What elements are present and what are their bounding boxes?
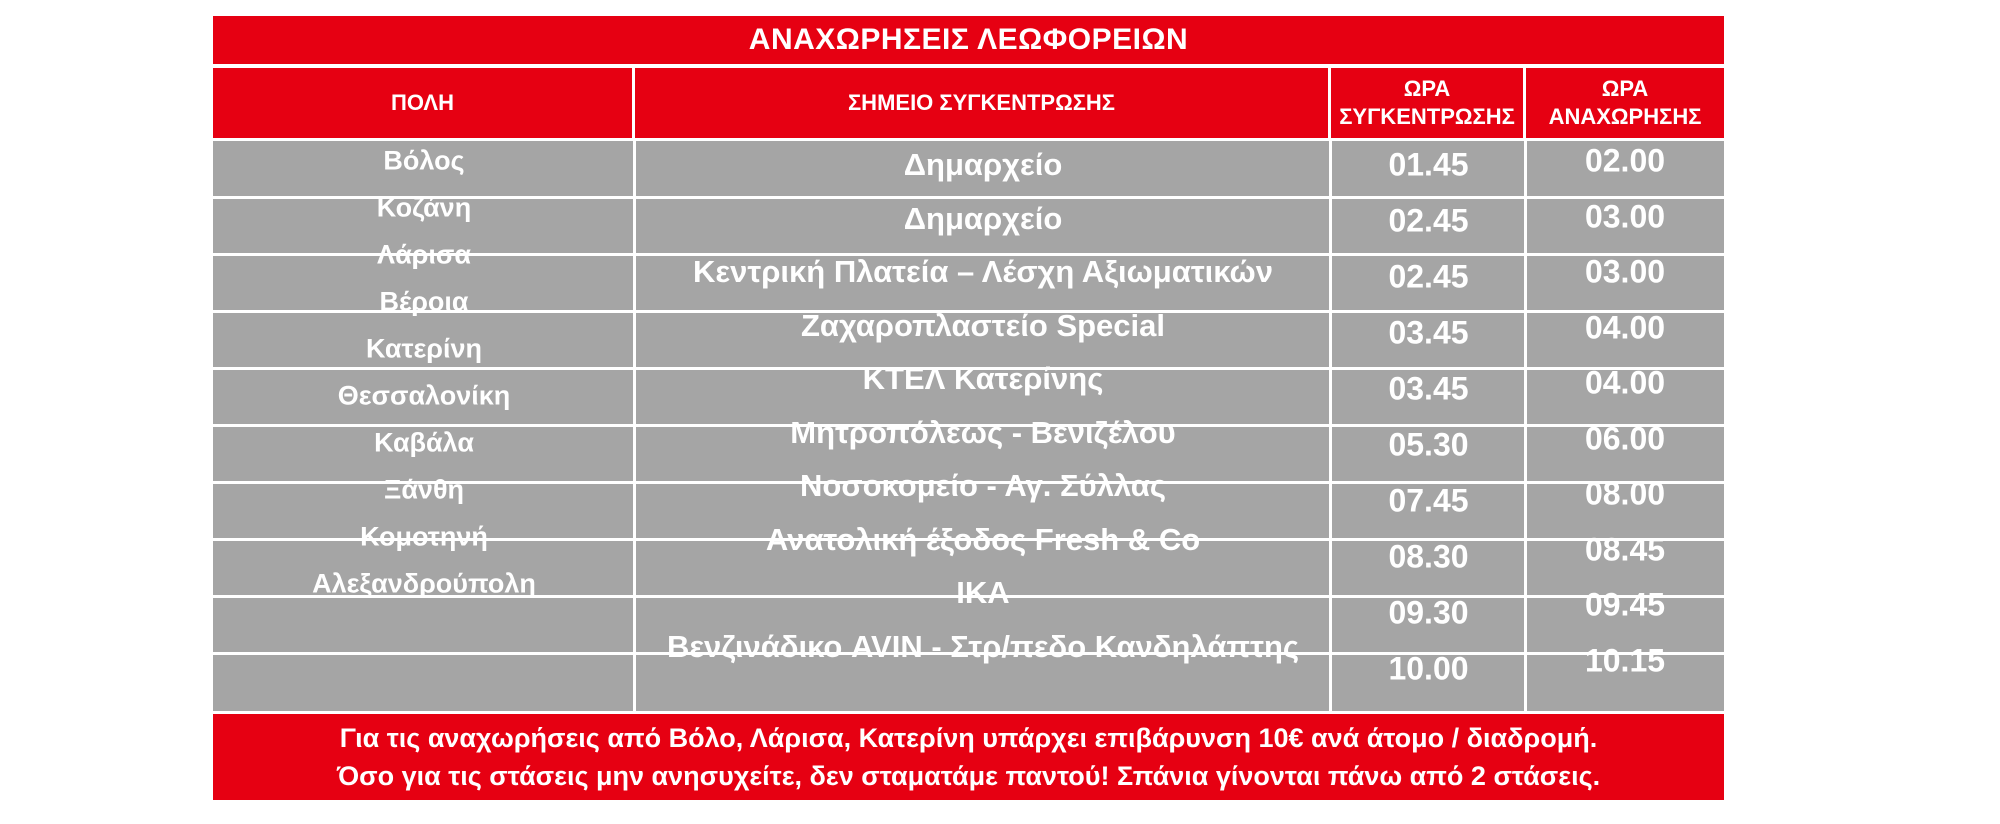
meeting-point-cell: ΙΚΑ <box>956 575 1010 610</box>
city-cell: Κοζάνη <box>376 192 472 223</box>
bus-departures-table <box>213 16 1724 800</box>
meeting-point-cell: Ζαχαροπλαστείο Special <box>800 307 1166 343</box>
meeting-time-cell: 09.30 <box>1388 594 1469 631</box>
meeting-point-cell: Κεντρική Πλατεία – Λέσχη Αξιωματικών <box>693 254 1273 289</box>
departure-time-cell: 06.00 <box>1584 420 1666 456</box>
city-cell: Κομοτηνή <box>360 521 488 552</box>
meeting-point-cell: Ανατολική έξοδος Fresh & Co <box>765 521 1201 557</box>
city-cell: Αλεξανδρούπολη <box>312 568 536 599</box>
footer-note <box>213 714 1724 800</box>
meeting-point-cell: Μητροπόλεως - Βενιζέλου <box>790 414 1176 450</box>
table-title: ΑΝΑΧΩΡΗΣΕΙΣ ΛΕΩΦΟΡΕΙΩΝ <box>213 16 1724 64</box>
departure-time-cell: 08.45 <box>1584 531 1666 567</box>
departure-time-cell: 04.00 <box>1584 364 1666 401</box>
departure-time-cell: 08.00 <box>1584 475 1666 512</box>
meeting-point-cell: Νοσοκομείο - Αγ. Σύλλας <box>800 468 1166 503</box>
header-departure-time-line1: ΩΡΑ <box>1601 76 1649 101</box>
city-cell: Ξάνθη <box>383 474 465 505</box>
header-city-label: ΠΟΛΗ <box>391 90 454 115</box>
meeting-time-cell: 07.45 <box>1388 482 1469 519</box>
departure-time-cell: 04.00 <box>1584 309 1666 345</box>
city-cell: Βόλος <box>383 145 465 176</box>
header-city <box>213 68 635 138</box>
header-departure-time-line2: ΑΝΑΧΩΡΗΣΗΣ <box>1548 104 1702 129</box>
city-cell: Βέροια <box>379 286 469 317</box>
header-meeting-time-line2: ΣΥΓΚΕΝΤΡΩΣΗΣ <box>1339 104 1515 129</box>
meeting-time-cell: 08.30 <box>1388 538 1469 575</box>
meeting-time-cell: 02.45 <box>1388 258 1469 295</box>
meeting-time-cell: 01.45 <box>1388 146 1469 183</box>
meeting-time-cell: 03.45 <box>1388 314 1469 351</box>
city-cell: Λάρισα <box>377 239 471 270</box>
header-meeting-time <box>1331 68 1526 138</box>
header-meeting-point <box>635 68 1331 138</box>
meeting-point-cell: ΚΤΕΛ Κατερίνης <box>862 361 1104 396</box>
meeting-time-cell: 10.00 <box>1388 650 1469 687</box>
meeting-time-cell: 05.30 <box>1388 426 1469 463</box>
meeting-point-cell: Βενζινάδικο AVIN - Στρ/πεδο Κανδηλάπτης <box>666 628 1300 664</box>
header-meeting-time-line1: ΩΡΑ <box>1403 76 1451 101</box>
header-departure-time <box>1526 68 1724 138</box>
footer-line-1: Για τις αναχωρήσεις από Βόλο, Λάρισα, Κατερίνη υπάρχει επιβάρυνση 10€ ανά άτομο / διαδρομή. <box>339 723 1598 753</box>
departure-time-cell: 03.00 <box>1584 198 1666 234</box>
departure-time-cell: 02.00 <box>1584 142 1666 179</box>
header-meeting-point-label: ΣΗΜΕΙΟ ΣΥΓΚΕΝΤΡΩΣΗΣ <box>847 90 1116 115</box>
meeting-time-cell: 02.45 <box>1388 202 1469 239</box>
meeting-point-cell: Δημαρχείο <box>903 200 1063 236</box>
departure-time-cell: 03.00 <box>1584 253 1666 290</box>
footer-line-2: Όσο για τις στάσεις μην ανησυχείτε, δεν σταματάμε παντού! Σπάνια γίνονται πάνω από 2 στάσεις. <box>336 761 1601 791</box>
table-header-row <box>213 68 1724 138</box>
departure-time-cell: 10.15 <box>1584 642 1666 678</box>
city-cell: Καβάλα <box>374 427 474 458</box>
table-body <box>213 141 1724 711</box>
departure-time-cell: 09.45 <box>1584 586 1666 623</box>
meeting-point-cell: Δημαρχείο <box>903 147 1063 182</box>
city-cell: Θεσσαλονίκη <box>337 380 511 411</box>
meeting-time-cell: 03.45 <box>1388 370 1469 407</box>
city-cell: Κατερίνη <box>365 333 483 364</box>
